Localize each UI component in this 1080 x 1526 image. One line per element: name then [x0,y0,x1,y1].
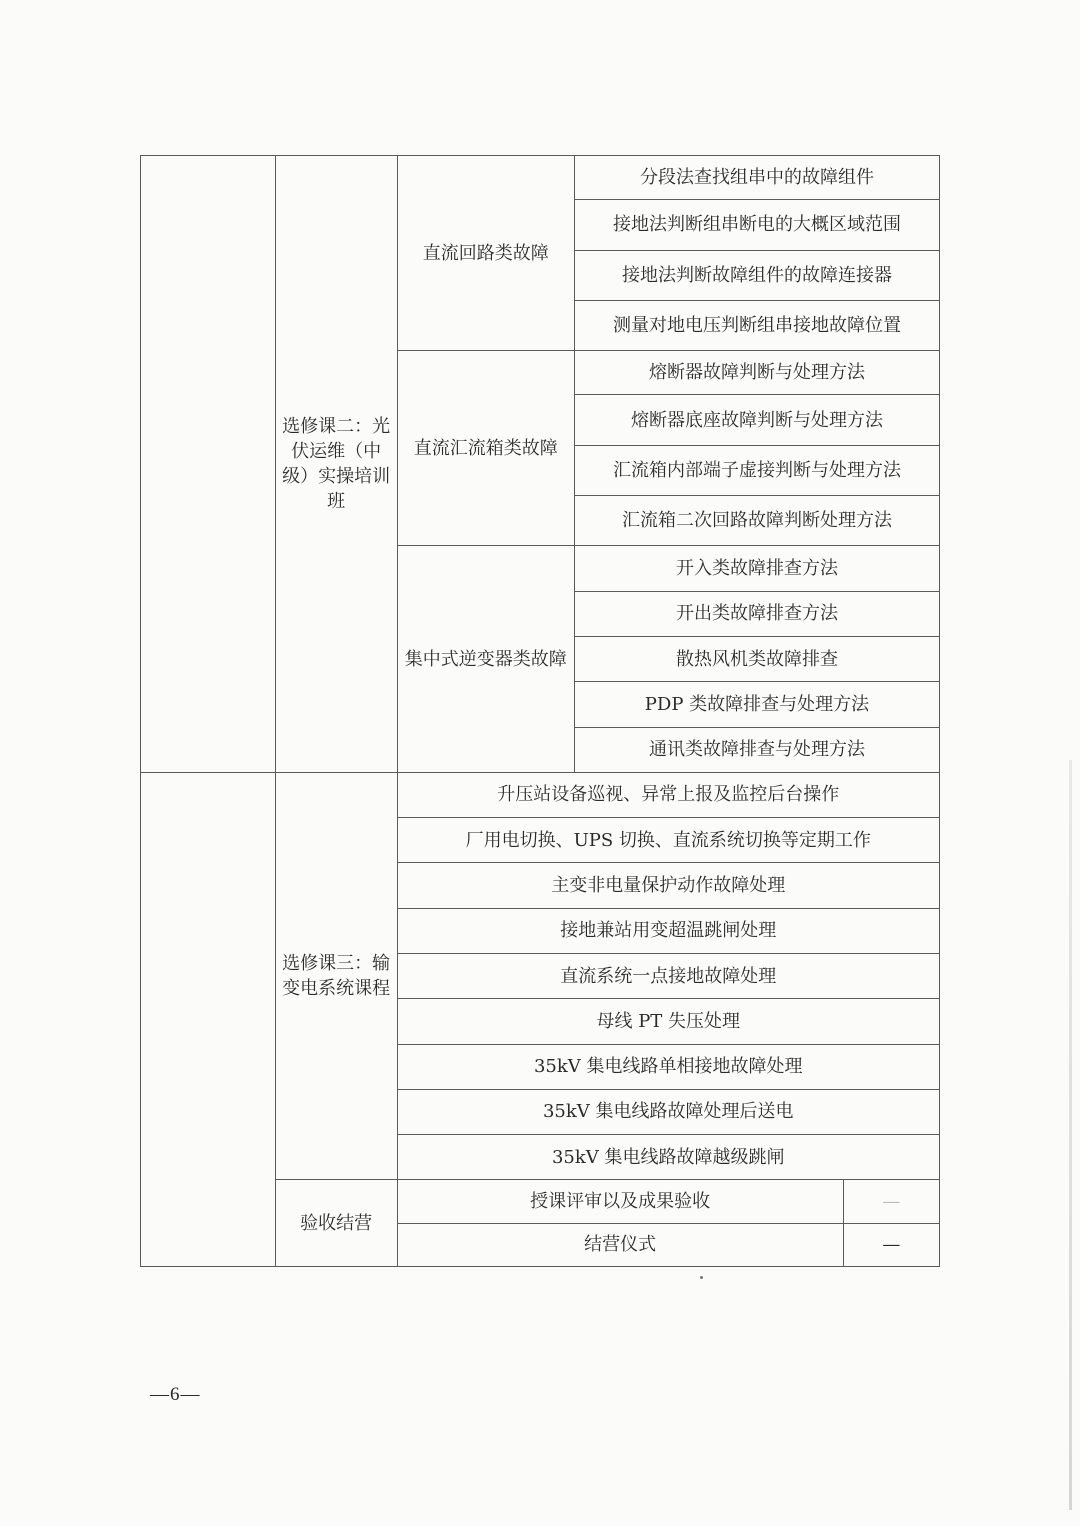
item-cell: 通讯类故障排查与处理方法 [574,727,939,772]
course-label: 选修课二：光伏运维（中级）实操培训班 [275,156,397,773]
item-cell: 汇流箱二次回路故障判断处理方法 [574,496,939,546]
value-cell: — [843,1180,939,1223]
item-cell: 升压站设备巡视、异常上报及监控后台操作 [397,772,939,817]
item-cell: 开入类故障排查方法 [574,546,939,591]
course-label: 选修课三：输变电系统课程 [275,772,397,1180]
item-cell: 熔断器故障判断与处理方法 [574,351,939,395]
item-cell: 主变非电量保护动作故障处理 [397,863,939,908]
item-cell: 散热风机类故障排查 [574,636,939,681]
item-cell: 接地兼站用变超温跳闸处理 [397,908,939,953]
course-label: 验收结营 [275,1180,397,1267]
item-cell: 分段法查找组串中的故障组件 [574,156,939,200]
scan-speck [700,1276,703,1279]
category-label: 直流汇流箱类故障 [397,351,574,546]
item-cell: 接地法判断组串断电的大概区域范围 [574,200,939,250]
table-row [141,156,940,200]
scan-edge-shadow [1069,760,1072,1510]
item-cell: 直流系统一点接地故障处理 [397,953,939,998]
item-cell: 测量对地电压判断组串接地故障位置 [574,300,939,350]
item-cell: 结营仪式 [397,1223,843,1266]
item-cell: 汇流箱内部端子虚接判断与处理方法 [574,445,939,495]
course-schedule-table [140,155,940,1267]
item-cell: 厂用电切换、UPS 切换、直流系统切换等定期工作 [397,818,939,863]
blank-cell [141,772,276,1266]
item-cell: 开出类故障排查方法 [574,591,939,636]
item-cell: PDP 类故障排查与处理方法 [574,682,939,727]
item-cell: 35kV 集电线路故障处理后送电 [397,1089,939,1134]
item-cell: 授课评审以及成果验收 [397,1180,843,1223]
item-cell: 35kV 集电线路单相接地故障处理 [397,1044,939,1089]
item-cell: 熔断器底座故障判断与处理方法 [574,395,939,445]
category-label: 直流回路类故障 [397,156,574,351]
category-label: 集中式逆变器类故障 [397,546,574,772]
value-cell: — [843,1223,939,1266]
blank-cell [141,156,276,773]
item-cell: 35kV 集电线路故障越级跳闸 [397,1135,939,1180]
page-number: —6— [150,1384,201,1405]
table-row [141,772,940,817]
item-cell: 接地法判断故障组件的故障连接器 [574,250,939,300]
item-cell: 母线 PT 失压处理 [397,999,939,1044]
